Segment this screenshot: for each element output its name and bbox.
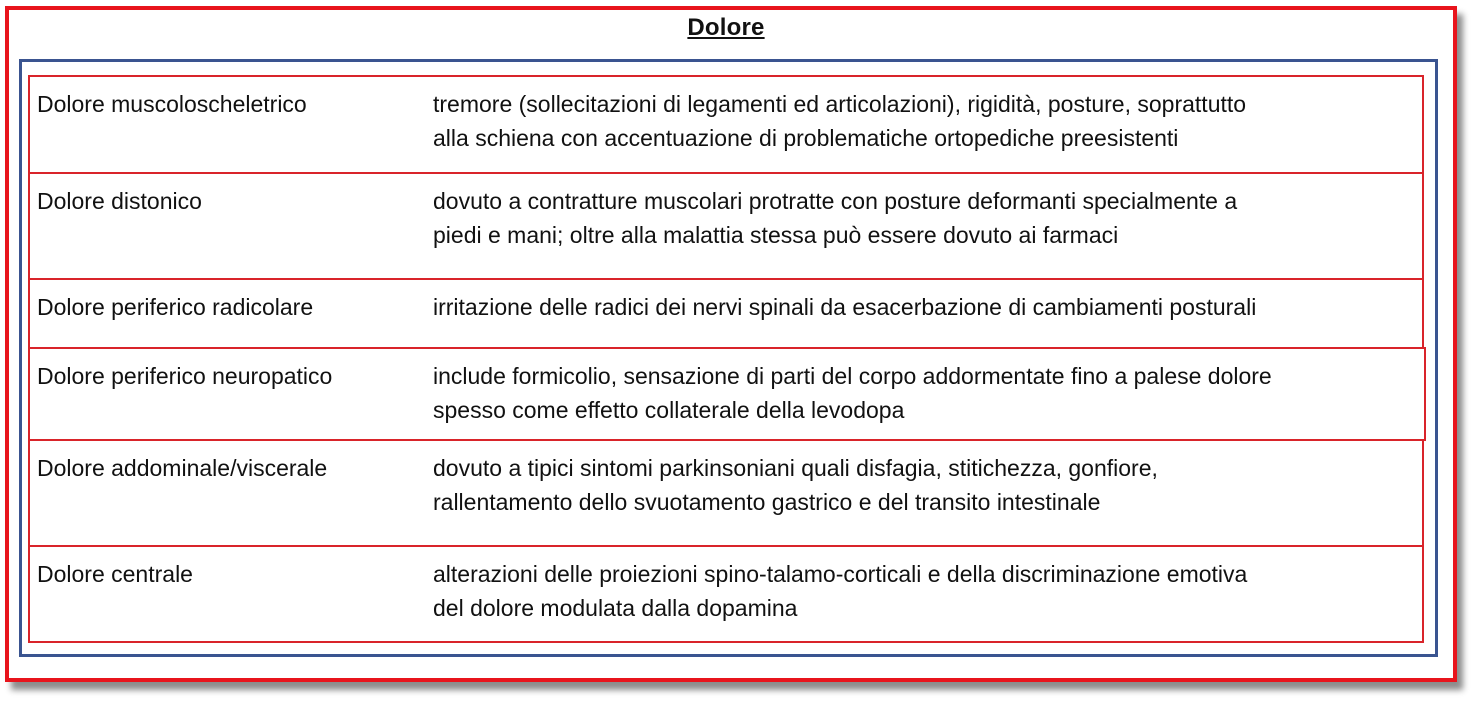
description-line: dovuto a tipici sintomi parkinsoniani quali disfagia, stitichezza, gonfiore, xyxy=(433,455,1158,481)
table-row xyxy=(28,347,1426,441)
description-line: alla schiena con accentuazione di problematiche ortopediche preesistenti xyxy=(433,125,1179,151)
table-row xyxy=(28,545,1424,643)
pain-type-name: Dolore addominale/viscerale xyxy=(37,455,328,481)
table-row xyxy=(28,278,1424,349)
description-line: tremore (sollecitazioni di legamenti ed articolazioni), rigidità, posture, soprattutto xyxy=(433,91,1247,117)
description-line: rallentamento dello svuotamento gastrico e del transito intestinale xyxy=(433,489,1101,515)
table-row xyxy=(28,75,1424,174)
description-line: irritazione delle radici dei nervi spinali da esacerbazione di cambiamenti posturali xyxy=(433,294,1257,320)
page-title: Dolore xyxy=(687,14,765,41)
pain-type-description xyxy=(433,557,1423,625)
pain-type-description xyxy=(433,359,1423,427)
description-line: spesso come effetto collaterale della levodopa xyxy=(433,397,905,423)
pain-type-description xyxy=(433,290,1423,324)
table-row xyxy=(28,172,1424,280)
description-line: del dolore modulata dalla dopamina xyxy=(433,595,798,621)
pain-type-name: Dolore periferico radicolare xyxy=(37,294,314,320)
pain-type-name: Dolore muscoloscheletrico xyxy=(37,91,307,117)
table-row xyxy=(28,439,1424,547)
pain-type-description xyxy=(433,184,1423,252)
description-line: alterazioni delle proiezioni spino-talamo-corticali e della discriminazione emotiva xyxy=(433,561,1248,587)
pain-type-name: Dolore centrale xyxy=(37,561,193,587)
pain-type-description xyxy=(433,87,1423,155)
description-line: include formicolio, sensazione di parti del corpo addormentate fino a palese dolore xyxy=(433,363,1272,389)
pain-type-name: Dolore distonico xyxy=(37,188,202,214)
description-line: dovuto a contratture muscolari protratte con posture deformanti specialmente a xyxy=(433,188,1238,214)
pain-type-name: Dolore periferico neuropatico xyxy=(37,363,333,389)
pain-type-description xyxy=(433,451,1423,519)
description-line: piedi e mani; oltre alla malattia stessa può essere dovuto ai farmaci xyxy=(433,222,1119,248)
